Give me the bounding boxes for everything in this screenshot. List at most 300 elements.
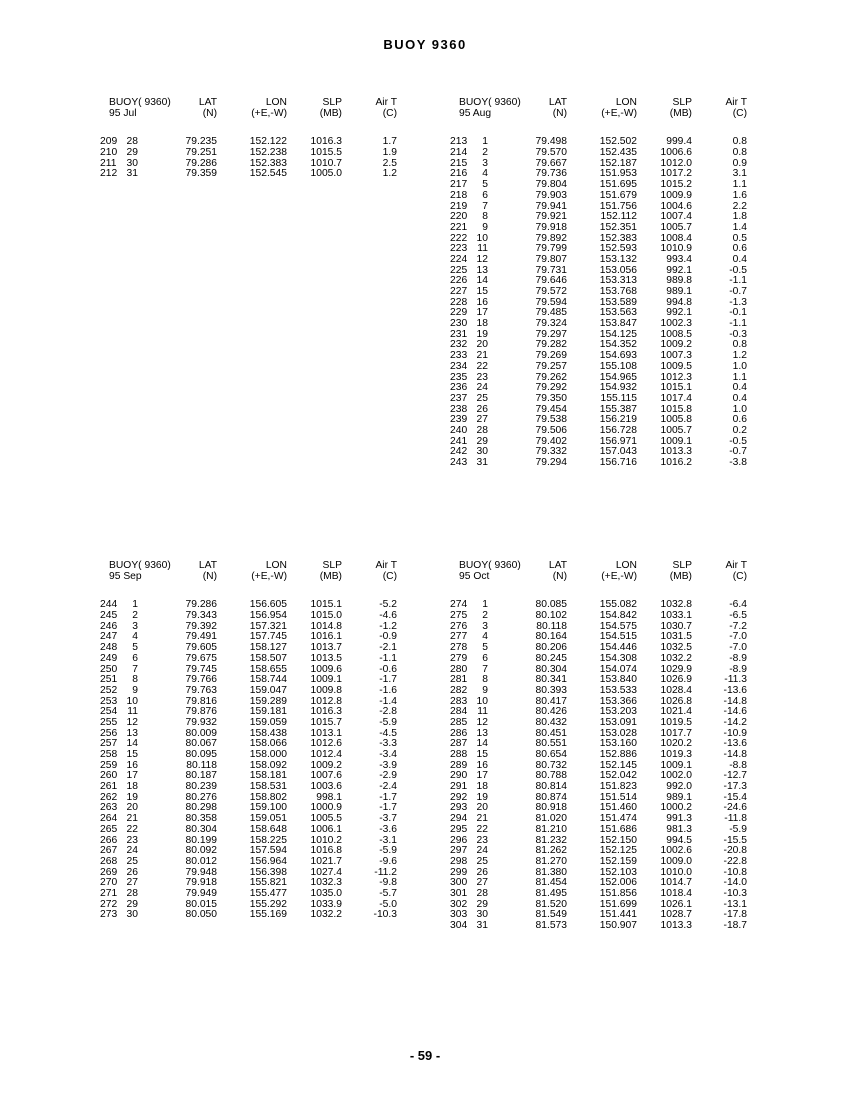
lon-cell: 151.679	[599, 189, 637, 201]
slp-cell: 1005.8	[660, 414, 692, 426]
lon-cell: 151.474	[599, 813, 637, 825]
lon-cell: 155.387	[599, 403, 637, 415]
slp-cell: 1015.1	[310, 599, 342, 611]
lat-cell: 79.807	[535, 253, 567, 265]
lat-cell: 80.102	[535, 610, 567, 622]
slp-cell: 1017.4	[660, 392, 692, 404]
lat-cell: 80.304	[535, 663, 567, 675]
day-cell: 5	[482, 179, 488, 191]
lat-cell: 81.232	[535, 834, 567, 846]
slp-cell: 992.0	[666, 781, 692, 793]
airt-cell: 0.4	[732, 253, 747, 265]
lon-cell: 151.460	[599, 802, 637, 814]
lon-cell: 155.169	[249, 909, 287, 921]
lon-cell: 152.383	[249, 157, 287, 169]
lat-cell: 79.646	[535, 275, 567, 287]
airt-cell: -3.3	[379, 738, 397, 750]
lon-cell: 159.289	[249, 695, 287, 707]
lon-cell: 152.112	[600, 211, 637, 223]
lat-cell: 79.294	[535, 457, 567, 468]
lat-unit: (N)	[202, 107, 217, 119]
lat-cell: 79.269	[535, 350, 567, 362]
slp-cell: 1005.5	[310, 813, 342, 825]
lon-cell: 156.971	[599, 435, 637, 447]
day-cell: 28	[126, 136, 138, 148]
lat-cell: 79.667	[535, 157, 567, 169]
lat-cell: 79.799	[535, 243, 567, 255]
lat-cell: 79.292	[535, 382, 567, 394]
day-of-year-cell: 242	[450, 446, 468, 458]
day-of-year-cell: 214	[450, 147, 468, 159]
day-cell: 22	[476, 360, 488, 372]
lon-unit: (+E,-W)	[251, 570, 287, 582]
lon-cell: 150.907	[599, 920, 637, 931]
buoy-header: BUOY( 9360)	[459, 560, 521, 571]
lat-cell: 81.454	[535, 877, 567, 889]
day-of-year-cell: 253	[100, 695, 118, 707]
slp-cell: 1006.6	[660, 147, 692, 159]
airt-cell: 1.4	[732, 221, 747, 233]
day-cell: 8	[132, 674, 138, 686]
slp-cell: 1016.1	[310, 631, 342, 643]
day-of-year-cell: 288	[450, 749, 468, 760]
lon-cell: 153.589	[599, 296, 637, 308]
airt-header: Air T	[725, 97, 747, 108]
slp-cell: 1026.8	[660, 695, 692, 707]
column-header-row	[450, 98, 750, 109]
day-cell: 4	[482, 168, 488, 180]
airt-header: Air T	[375, 560, 397, 571]
day-cell: 3	[132, 620, 138, 632]
day-of-year-cell: 268	[100, 855, 118, 867]
slp-header: SLP	[672, 560, 692, 571]
column-unit-row	[450, 572, 750, 583]
slp-cell: 994.8	[666, 296, 692, 308]
day-of-year-cell: 239	[450, 414, 468, 426]
airt-cell: -0.7	[729, 286, 747, 297]
day-cell: 25	[476, 392, 488, 404]
slp-cell: 989.1	[666, 286, 692, 297]
day-cell: 16	[476, 296, 488, 308]
table-row	[450, 202, 750, 213]
lat-cell: 81.020	[535, 813, 567, 825]
lon-cell: 158.092	[249, 759, 287, 771]
lon-cell: 156.964	[249, 855, 287, 867]
lon-cell: 153.563	[599, 307, 637, 319]
day-cell: 18	[476, 781, 488, 793]
lon-cell: 158.802	[249, 791, 287, 803]
lon-cell: 159.100	[249, 802, 287, 814]
airt-cell: -1.7	[379, 674, 397, 686]
lat-cell: 80.118	[186, 759, 217, 771]
airt-cell: -0.9	[379, 631, 397, 643]
airt-cell: 1.1	[732, 179, 747, 191]
lat-cell: 80.918	[535, 802, 567, 814]
lat-cell: 79.949	[185, 887, 217, 899]
slp-cell: 1013.1	[310, 727, 342, 739]
airt-cell: 2.5	[382, 157, 397, 169]
day-of-year-cell: 283	[450, 695, 468, 707]
table-row	[450, 394, 750, 405]
day-cell: 29	[476, 898, 488, 910]
day-cell: 21	[476, 350, 488, 362]
day-cell: 13	[126, 727, 138, 739]
lon-cell: 158.655	[249, 663, 287, 675]
day-of-year-cell: 237	[450, 392, 468, 404]
lon-cell: 156.954	[249, 610, 287, 622]
day-of-year-cell: 263	[100, 802, 118, 814]
lon-cell: 154.965	[599, 371, 637, 383]
slp-header: SLP	[322, 97, 342, 108]
day-of-year-cell: 245	[100, 610, 118, 622]
slp-header: SLP	[672, 97, 692, 108]
slp-cell: 1015.1	[660, 382, 692, 394]
day-cell: 30	[126, 157, 138, 169]
lat-cell: 79.941	[535, 200, 567, 212]
slp-cell: 999.4	[666, 136, 692, 148]
airt-cell: -10.9	[723, 727, 747, 739]
day-of-year-cell: 295	[450, 823, 468, 835]
slp-cell: 989.1	[666, 791, 692, 803]
day-of-year-cell: 303	[450, 909, 468, 921]
airt-cell: -13.6	[723, 684, 747, 696]
day-cell: 8	[482, 674, 488, 686]
table-body	[450, 137, 750, 468]
table-row	[450, 857, 750, 868]
lon-header: LON	[615, 97, 637, 108]
day-of-year-cell: 238	[450, 403, 468, 415]
day-of-year-cell: 280	[450, 663, 468, 675]
slp-cell: 1017.2	[660, 168, 692, 180]
lon-cell: 152.383	[599, 232, 637, 244]
lon-cell: 156.716	[599, 457, 637, 468]
lat-cell: 79.297	[535, 328, 567, 340]
day-of-year-cell: 296	[450, 834, 468, 846]
day-of-year-cell: 265	[100, 823, 118, 835]
day-cell: 20	[126, 802, 138, 814]
lon-cell: 152.502	[599, 136, 637, 148]
lat-cell: 79.235	[185, 136, 217, 148]
lon-cell: 156.605	[249, 599, 287, 611]
day-of-year-cell: 255	[100, 716, 118, 728]
day-of-year-cell: 233	[450, 350, 468, 362]
lon-cell: 155.477	[249, 887, 287, 899]
day-cell: 10	[476, 695, 488, 707]
day-cell: 24	[476, 845, 488, 857]
slp-cell: 1010.0	[660, 866, 692, 878]
airt-cell: 1.0	[732, 403, 747, 415]
slp-cell: 1006.1	[310, 823, 342, 835]
day-cell: 13	[476, 264, 488, 276]
airt-cell: -3.4	[379, 749, 397, 760]
day-cell: 3	[482, 157, 488, 169]
day-cell: 7	[482, 200, 488, 212]
lat-cell: 80.164	[535, 631, 567, 643]
airt-unit: (C)	[732, 107, 747, 119]
airt-cell: -0.5	[729, 264, 747, 276]
lat-cell: 79.572	[535, 286, 567, 297]
airt-cell: -5.9	[379, 845, 397, 857]
lon-cell: 159.047	[249, 684, 287, 696]
lat-cell: 81.549	[535, 909, 567, 921]
day-cell: 2	[482, 147, 488, 159]
airt-cell: -5.2	[379, 599, 397, 611]
airt-cell: -10.8	[723, 866, 747, 878]
table-row	[450, 383, 750, 394]
day-of-year-cell: 212	[100, 168, 118, 180]
day-of-year-cell: 279	[450, 652, 468, 664]
period-label: 95 Aug	[459, 107, 492, 119]
airt-cell: 0.8	[732, 136, 747, 148]
day-cell: 29	[126, 147, 138, 159]
day-of-year-cell: 213	[450, 136, 468, 148]
day-cell: 18	[126, 781, 138, 793]
lon-cell: 152.125	[599, 845, 637, 857]
day-of-year-cell: 261	[100, 781, 118, 793]
day-cell: 27	[126, 877, 138, 889]
lon-cell: 154.125	[599, 328, 637, 340]
day-cell: 25	[126, 855, 138, 867]
day-of-year-cell: 227	[450, 286, 468, 297]
lon-cell: 154.352	[599, 339, 637, 351]
lon-cell: 156.398	[249, 866, 287, 878]
day-of-year-cell: 256	[100, 727, 118, 739]
page-number: - 59 -	[409, 1048, 441, 1063]
lat-cell: 79.350	[535, 392, 567, 404]
airt-unit: (C)	[382, 107, 397, 119]
airt-cell: -5.9	[729, 823, 747, 835]
day-of-year-cell: 272	[100, 898, 118, 910]
lat-cell: 80.341	[535, 674, 567, 686]
period-label: 95 Oct	[459, 570, 490, 582]
airt-cell: -9.8	[379, 877, 397, 889]
period-label: 95 Jul	[109, 107, 137, 119]
lat-cell: 79.324	[535, 318, 567, 330]
day-of-year-cell: 228	[450, 296, 468, 308]
column-header-row	[450, 561, 750, 572]
day-cell: 26	[476, 866, 488, 878]
slp-cell: 1030.7	[660, 620, 692, 632]
lat-cell: 80.874	[535, 791, 567, 803]
day-of-year-cell: 218	[450, 189, 468, 201]
day-of-year-cell: 273	[100, 909, 118, 921]
lat-cell: 79.918	[535, 221, 567, 233]
day-cell: 30	[126, 909, 138, 921]
lat-cell: 80.095	[185, 749, 217, 760]
day-of-year-cell: 217	[450, 179, 468, 191]
lat-cell: 80.092	[185, 845, 217, 857]
day-of-year-cell: 236	[450, 382, 468, 394]
lon-cell: 152.122	[249, 136, 287, 148]
airt-cell: -10.3	[373, 909, 397, 921]
day-of-year-cell: 247	[100, 631, 118, 643]
day-cell: 22	[126, 823, 138, 835]
slp-cell: 1005.7	[660, 424, 692, 436]
lon-cell: 155.108	[599, 360, 637, 372]
day-cell: 14	[126, 738, 138, 750]
slp-cell: 1026.1	[660, 898, 692, 910]
day-cell: 12	[476, 716, 488, 728]
lon-cell: 158.127	[249, 642, 287, 654]
airt-cell: 0.5	[732, 232, 747, 244]
airt-cell: -14.0	[723, 877, 747, 889]
day-cell: 28	[476, 424, 488, 436]
day-of-year-cell: 254	[100, 706, 118, 718]
slp-cell: 1009.1	[660, 759, 692, 771]
day-cell: 29	[476, 435, 488, 447]
table-row	[450, 686, 750, 697]
day-cell: 10	[126, 695, 138, 707]
lon-cell: 157.745	[249, 631, 287, 643]
slp-cell: 1009.9	[660, 189, 692, 201]
slp-cell: 989.8	[666, 275, 692, 287]
day-cell: 17	[126, 770, 138, 782]
airt-cell: -14.2	[723, 716, 747, 728]
day-of-year-cell: 235	[450, 371, 468, 383]
lat-cell: 80.814	[535, 781, 567, 793]
day-cell: 28	[476, 887, 488, 899]
day-of-year-cell: 304	[450, 920, 468, 931]
day-cell: 18	[476, 318, 488, 330]
table-body	[100, 600, 400, 921]
airt-cell: -12.7	[723, 770, 747, 782]
lon-cell: 151.856	[599, 887, 637, 899]
slp-cell: 1035.0	[310, 887, 342, 899]
day-of-year-cell: 281	[450, 674, 468, 686]
day-of-year-cell: 290	[450, 770, 468, 782]
lon-unit: (+E,-W)	[251, 107, 287, 119]
lat-header: LAT	[548, 97, 567, 108]
lon-cell: 152.103	[599, 866, 637, 878]
lon-cell: 152.145	[599, 759, 637, 771]
table-body	[100, 137, 400, 180]
lat-cell: 80.788	[535, 770, 567, 782]
slp-cell: 1019.3	[660, 749, 692, 760]
airt-cell: -22.8	[723, 855, 747, 867]
lat-cell: 79.286	[185, 157, 217, 169]
lat-cell: 79.605	[185, 642, 217, 654]
lat-cell: 80.417	[535, 695, 567, 707]
day-of-year-cell: 271	[100, 887, 118, 899]
airt-cell: -7.0	[729, 631, 747, 643]
day-of-year-cell: 289	[450, 759, 468, 771]
day-of-year-cell: 223	[450, 243, 468, 255]
day-cell: 4	[482, 631, 488, 643]
lat-cell: 80.426	[535, 706, 567, 718]
slp-cell: 1016.8	[310, 845, 342, 857]
lat-cell: 80.009	[185, 727, 217, 739]
airt-cell: 1.1	[732, 371, 747, 383]
lat-cell: 79.359	[185, 168, 217, 180]
lon-cell: 158.648	[249, 823, 287, 835]
day-cell: 5	[132, 642, 138, 654]
day-of-year-cell: 231	[450, 328, 468, 340]
day-cell: 23	[476, 834, 488, 846]
lon-cell: 153.028	[599, 727, 637, 739]
airt-cell: -8.9	[729, 663, 747, 675]
airt-cell: -4.6	[379, 610, 397, 622]
slp-cell: 1002.0	[660, 770, 692, 782]
lat-cell: 79.745	[185, 663, 217, 675]
day-cell: 19	[126, 791, 138, 803]
lon-cell: 153.313	[599, 275, 637, 287]
airt-cell: -1.1	[379, 652, 397, 664]
lat-cell: 79.506	[535, 424, 567, 436]
airt-unit: (C)	[382, 570, 397, 582]
airt-cell: -7.2	[729, 620, 747, 632]
airt-cell: -0.1	[729, 307, 747, 319]
day-of-year-cell: 284	[450, 706, 468, 718]
lon-cell: 152.435	[599, 147, 637, 159]
airt-cell: 1.8	[732, 211, 747, 223]
day-cell: 13	[476, 727, 488, 739]
slp-cell: 1017.7	[660, 727, 692, 739]
day-of-year-cell: 215	[450, 157, 468, 169]
lon-cell: 158.531	[249, 781, 287, 793]
day-of-year-cell: 221	[450, 221, 468, 233]
day-of-year-cell: 257	[100, 738, 118, 750]
day-cell: 1	[482, 599, 488, 611]
lon-cell: 153.132	[599, 253, 637, 265]
airt-cell: 0.9	[732, 157, 747, 169]
day-cell: 9	[482, 221, 488, 233]
lat-header: LAT	[198, 560, 217, 571]
lat-cell: 79.766	[185, 674, 217, 686]
lat-cell: 79.392	[185, 620, 217, 632]
lon-cell: 152.150	[599, 834, 637, 846]
lat-cell: 79.402	[535, 435, 567, 447]
day-of-year-cell: 249	[100, 652, 118, 664]
airt-cell: -17.8	[723, 909, 747, 921]
day-cell: 15	[476, 749, 488, 760]
slp-cell: 1015.8	[660, 403, 692, 415]
airt-cell: 1.9	[382, 147, 397, 159]
day-of-year-cell: 209	[100, 136, 118, 148]
slp-cell: 1009.8	[310, 684, 342, 696]
lat-cell: 79.736	[535, 168, 567, 180]
day-cell: 30	[476, 909, 488, 921]
slp-cell: 1033.9	[310, 898, 342, 910]
airt-cell: -8.8	[729, 759, 747, 771]
day-of-year-cell: 225	[450, 264, 468, 276]
slp-cell: 1012.3	[660, 371, 692, 383]
day-of-year-cell: 266	[100, 834, 118, 846]
lon-cell: 151.441	[599, 909, 637, 921]
lat-cell: 80.304	[185, 823, 217, 835]
day-cell: 16	[126, 759, 138, 771]
airt-header: Air T	[375, 97, 397, 108]
day-of-year-cell: 260	[100, 770, 118, 782]
day-cell: 2	[482, 610, 488, 622]
slp-cell: 1014.7	[660, 877, 692, 889]
day-of-year-cell: 292	[450, 791, 468, 803]
lat-cell: 80.085	[535, 599, 567, 611]
lat-cell: 79.918	[185, 877, 217, 889]
day-of-year-cell: 220	[450, 211, 468, 223]
day-cell: 20	[476, 802, 488, 814]
day-of-year-cell: 300	[450, 877, 468, 889]
airt-cell: -3.9	[379, 759, 397, 771]
lon-cell: 151.756	[599, 200, 637, 212]
lon-cell: 154.074	[599, 663, 637, 675]
lat-cell: 80.654	[535, 749, 567, 760]
airt-cell: -1.1	[729, 275, 747, 287]
day-cell: 10	[476, 232, 488, 244]
table-row	[450, 362, 750, 373]
slp-cell: 1027.4	[310, 866, 342, 878]
page-title: BUOY 9360	[383, 37, 467, 52]
lat-cell: 81.262	[535, 845, 567, 857]
